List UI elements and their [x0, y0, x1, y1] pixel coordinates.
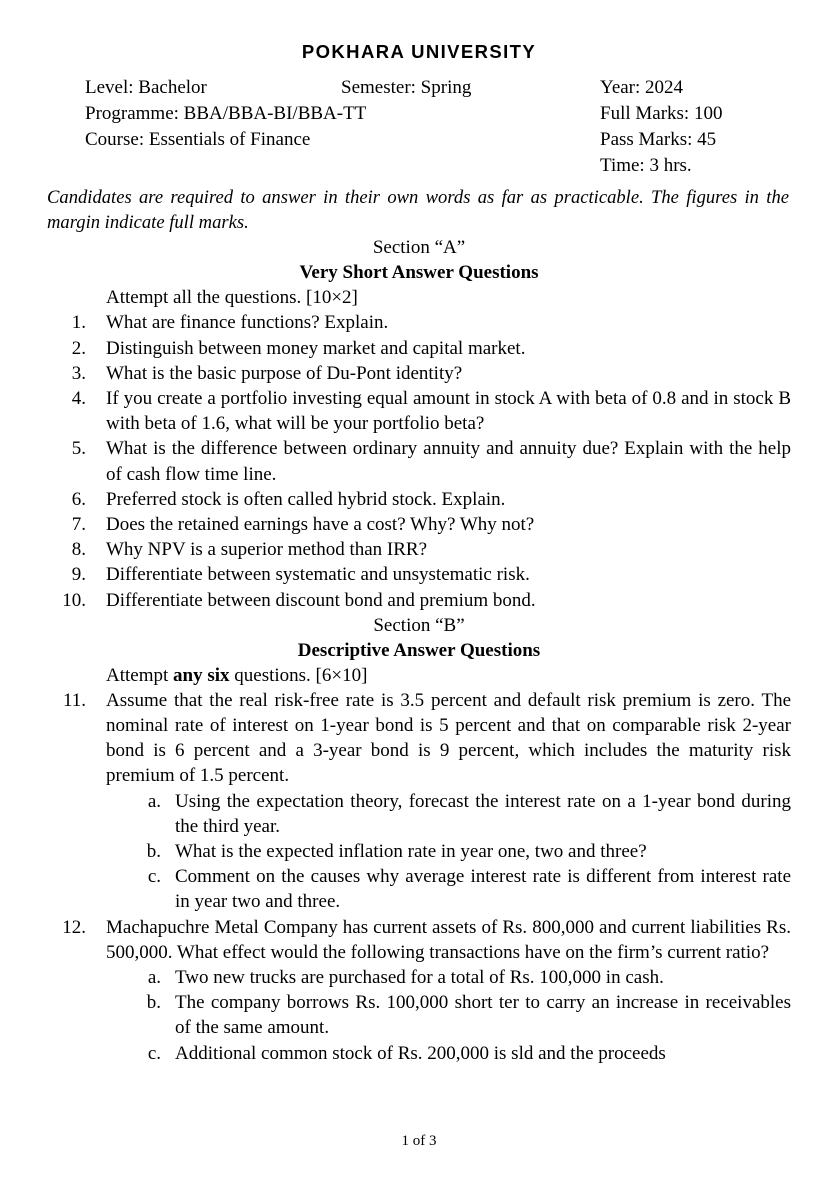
question-number: 11.: [62, 689, 86, 711]
exam-header-meta: [47, 75, 791, 183]
sub-question-item: [47, 864, 791, 914]
question-number: 10.: [62, 589, 86, 611]
section-b-title: Descriptive Answer Questions: [297, 639, 541, 661]
question-item: [47, 310, 791, 335]
section-b-question-list: [47, 688, 791, 1066]
question-number: 3.: [71, 362, 86, 384]
section-a-attempt-line: [106, 285, 791, 310]
question-item: [47, 361, 791, 386]
attempt-prefix: Attempt: [106, 664, 174, 686]
question-item: [47, 487, 791, 512]
header-column-middle: [341, 75, 471, 101]
question-item: [47, 386, 791, 436]
sub-question-letter: a.: [147, 790, 161, 812]
question-text: Assume that the real risk-free rate is 3.5 percent and default risk premium is zero. The nominal rate of interest on 1-year bond is 5 percent and that on comparable risk 2-year bond is 6 percent and a 3-year bond is 9 percent, which includes the maturity risk premium of 1.5 percent.: [106, 689, 791, 787]
question-number: 8.: [71, 539, 86, 561]
header-semester: Semester: Spring: [341, 77, 472, 99]
question-number: 1.: [71, 312, 86, 334]
sub-question-item: [47, 839, 791, 864]
sub-question-text: The company borrows Rs. 100,000 short ter to carry an increase in receivables of the same amount.: [175, 992, 791, 1039]
question-text: If you create a portfolio investing equal amount in stock A with beta of 0.8 and in stock B with beta of 1.6, what will be your portfolio beta?: [106, 387, 791, 435]
section-a-label: Section “A”: [372, 237, 466, 259]
attempt-emphasis: any six: [173, 664, 230, 686]
question-text: What is the difference between ordinary annuity and annuity due? Explain with the help of cash flow time line.: [106, 438, 791, 485]
attempt-prefix: Attempt all the questions. [10×2]: [106, 287, 358, 309]
header-column-left: [85, 75, 366, 153]
sub-question-item: [47, 965, 791, 990]
question-text: What is the basic purpose of Du-Pont identity?: [106, 362, 463, 384]
question-number: 9.: [71, 564, 86, 586]
sub-question-item: [47, 789, 791, 839]
sub-question-item: [47, 990, 791, 1040]
question-item: [47, 436, 791, 486]
header-full-marks: Full Marks: 100: [600, 103, 723, 125]
sub-question-letter: b.: [146, 841, 161, 862]
section-a-title: Very Short Answer Questions: [299, 262, 539, 284]
candidate-instruction: Candidates are required to answer in their own words as far as practicable. The figures in the margin indicate full marks.: [47, 187, 789, 234]
question-number: 4.: [71, 387, 86, 409]
question-item: [47, 688, 791, 789]
question-text: Does the retained earnings have a cost? Why? Why not?: [106, 513, 535, 535]
page-content: [47, 42, 791, 1066]
question-item: [47, 537, 791, 562]
question-12-subitems: [47, 965, 791, 1066]
sub-question-letter: b.: [146, 992, 161, 1014]
header-column-right: [600, 75, 722, 179]
question-number: 7.: [71, 513, 86, 535]
question-text: Preferred stock is often called hybrid stock. Explain.: [106, 488, 506, 510]
university-title: POKHARA UNIVERSITY: [301, 41, 537, 62]
sub-question-letter: c.: [147, 1042, 161, 1064]
sub-question-text: Using the expectation theory, forecast the interest rate on a 1-year bond during the third year.: [175, 790, 791, 837]
question-text: Differentiate between discount bond and premium bond.: [106, 589, 536, 611]
header-time: Time: 3 hrs.: [600, 155, 692, 177]
question-text: Differentiate between systematic and unsystematic risk.: [106, 564, 530, 586]
question-text: Distinguish between money market and capital market.: [106, 337, 526, 359]
section-a: [47, 235, 791, 612]
question-text: Why NPV is a superior method than IRR?: [106, 539, 428, 561]
question-item: [47, 915, 791, 965]
question-number: 6.: [71, 488, 86, 510]
sub-question-item: [47, 1041, 791, 1066]
question-number: 12.: [62, 916, 86, 938]
section-b: [47, 613, 791, 1066]
section-a-question-list: [47, 310, 791, 612]
sub-question-text: What is the expected inflation rate in year one, two and three?: [175, 841, 647, 862]
sub-question-text: Additional common stock of Rs. 200,000 is sld and the proceeds: [175, 1042, 666, 1064]
sub-question-text: Comment on the causes why average interest rate is different from interest rate in year two and three.: [175, 866, 791, 913]
question-number: 2.: [71, 337, 86, 359]
page-footer: 1 of 3: [401, 1133, 437, 1149]
question-text: What are finance functions? Explain.: [106, 312, 389, 334]
question-item: [47, 512, 791, 537]
question-11-subitems: [47, 789, 791, 915]
question-item: [47, 588, 791, 613]
question-number: 5.: [71, 438, 86, 460]
header-year: Year: 2024: [600, 77, 684, 99]
header-course: Course: Essentials of Finance: [85, 129, 311, 151]
question-item: [47, 562, 791, 587]
section-b-attempt-line: [106, 663, 791, 688]
question-text: Machapuchre Metal Company has current assets of Rs. 800,000 and current liabilities Rs. 500,000. What effect would the following transactions have on the firm’s current ratio?: [106, 916, 791, 963]
header-pass-marks: Pass Marks: 45: [600, 129, 717, 151]
header-level: Level: Bachelor: [85, 77, 207, 99]
sub-question-letter: c.: [147, 866, 161, 888]
question-item: [47, 336, 791, 361]
sub-question-letter: a.: [147, 967, 161, 989]
sub-question-text: Two new trucks are purchased for a total of Rs. 100,000 in cash.: [175, 967, 664, 989]
attempt-suffix: questions. [6×10]: [229, 664, 368, 686]
header-programme: Programme: BBA/BBA-BI/BBA-TT: [85, 103, 367, 125]
section-b-label: Section “B”: [373, 614, 465, 636]
